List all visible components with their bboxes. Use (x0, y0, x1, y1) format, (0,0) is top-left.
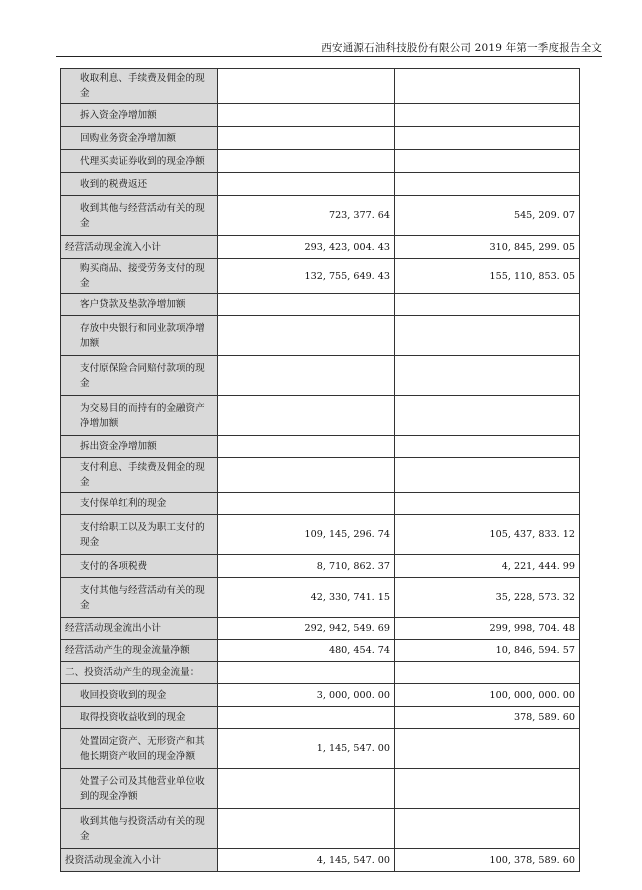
table-row (61, 294, 580, 316)
row-label: 回购业务资金净增加额 (61, 127, 218, 150)
prior-period-value (395, 436, 580, 458)
current-period-value: 109, 145, 296. 74 (218, 515, 395, 555)
current-period-value: 723, 377. 64 (218, 196, 395, 236)
current-period-value (218, 493, 395, 515)
row-label: 支付保单红利的现金 (61, 493, 218, 515)
row-label: 客户贷款及垫款净增加额 (61, 294, 218, 316)
table-row (61, 104, 580, 127)
current-period-value (218, 809, 395, 849)
table-row (61, 150, 580, 173)
prior-period-value (395, 150, 580, 173)
table-row (61, 196, 580, 236)
table-row (61, 259, 580, 294)
current-period-value: 4, 145, 547. 00 (218, 849, 395, 872)
table-row (61, 578, 580, 618)
table-row (61, 769, 580, 809)
row-label: 二、投资活动产生的现金流量： (61, 662, 218, 684)
table-row (61, 356, 580, 396)
row-label: 存放中央银行和同业款项净增加额 (61, 316, 218, 356)
prior-period-value: 310, 845, 299. 05 (395, 236, 580, 259)
prior-period-value (395, 294, 580, 316)
table-row (61, 127, 580, 150)
row-label: 支付给职工以及为职工支付的现金 (61, 515, 218, 555)
row-label: 拆出资金净增加额 (61, 436, 218, 458)
prior-period-value: 299, 998, 704. 48 (395, 618, 580, 640)
row-label: 支付利息、手续费及佣金的现金 (61, 458, 218, 493)
row-label: 支付其他与经营活动有关的现金 (61, 578, 218, 618)
current-period-value (218, 436, 395, 458)
prior-period-value (395, 729, 580, 769)
row-label: 经营活动现金流出小计 (61, 618, 218, 640)
prior-period-value (395, 316, 580, 356)
current-period-value (218, 662, 395, 684)
prior-period-value: 155, 110, 853. 05 (395, 259, 580, 294)
table-row (61, 618, 580, 640)
table-row (61, 236, 580, 259)
current-period-value (218, 127, 395, 150)
prior-period-value (395, 173, 580, 196)
prior-period-value (395, 356, 580, 396)
prior-period-value (395, 104, 580, 127)
current-period-value (218, 69, 395, 104)
row-label: 拆入资金净增加额 (61, 104, 218, 127)
table-row (61, 662, 580, 684)
current-period-value: 132, 755, 649. 43 (218, 259, 395, 294)
current-period-value: 293, 423, 004. 43 (218, 236, 395, 259)
prior-period-value (395, 662, 580, 684)
current-period-value (218, 356, 395, 396)
prior-period-value: 4, 221, 444. 99 (395, 555, 580, 578)
table-row (61, 396, 580, 436)
row-label: 收回投资收到的现金 (61, 684, 218, 707)
table-row (61, 316, 580, 356)
current-period-value: 292, 942, 549. 69 (218, 618, 395, 640)
prior-period-value (395, 493, 580, 515)
table-row (61, 69, 580, 104)
row-label: 收取利息、手续费及佣金的现金 (61, 69, 218, 104)
cash-flow-table-body (61, 69, 580, 872)
row-label: 支付的各项税费 (61, 555, 218, 578)
current-period-value: 8, 710, 862. 37 (218, 555, 395, 578)
prior-period-value: 105, 437, 833. 12 (395, 515, 580, 555)
current-period-value (218, 707, 395, 729)
table-row (61, 707, 580, 729)
cash-flow-table (60, 68, 580, 872)
table-row (61, 555, 580, 578)
current-period-value (218, 173, 395, 196)
document-header-title: 西安通源石油科技股份有限公司 2019 年第一季度报告全文 (321, 42, 602, 54)
current-period-value (218, 150, 395, 173)
table-row (61, 849, 580, 872)
current-period-value: 42, 330, 741. 15 (218, 578, 395, 618)
prior-period-value: 100, 000, 000. 00 (395, 684, 580, 707)
prior-period-value (395, 458, 580, 493)
current-period-value: 1, 145, 547. 00 (218, 729, 395, 769)
row-label: 收到其他与投资活动有关的现金 (61, 809, 218, 849)
current-period-value (218, 294, 395, 316)
table-row (61, 729, 580, 769)
prior-period-value (395, 69, 580, 104)
current-period-value (218, 104, 395, 127)
current-period-value (218, 458, 395, 493)
row-label: 收到其他与经营活动有关的现金 (61, 196, 218, 236)
table-row (61, 809, 580, 849)
row-label: 为交易目的而持有的金融资产净增加额 (61, 396, 218, 436)
current-period-value (218, 316, 395, 356)
table-row (61, 458, 580, 493)
current-period-value: 480, 454. 74 (218, 640, 395, 662)
row-label: 经营活动现金流入小计 (61, 236, 218, 259)
prior-period-value: 378, 589. 60 (395, 707, 580, 729)
prior-period-value: 35, 228, 573. 32 (395, 578, 580, 618)
table-row (61, 684, 580, 707)
current-period-value: 3, 000, 000. 00 (218, 684, 395, 707)
row-label: 购买商品、接受劳务支付的现金 (61, 259, 218, 294)
current-period-value (218, 769, 395, 809)
prior-period-value (395, 127, 580, 150)
table-row (61, 493, 580, 515)
current-period-value (218, 396, 395, 436)
table-row (61, 515, 580, 555)
row-label: 处置子公司及其他营业单位收到的现金净额 (61, 769, 218, 809)
row-label: 处置固定资产、无形资产和其他长期资产收回的现金净额 (61, 729, 218, 769)
prior-period-value (395, 769, 580, 809)
row-label: 代理买卖证券收到的现金净额 (61, 150, 218, 173)
row-label: 支付原保险合同赔付款项的现金 (61, 356, 218, 396)
header-divider (56, 56, 602, 57)
table-row (61, 173, 580, 196)
prior-period-value: 100, 378, 589. 60 (395, 849, 580, 872)
row-label: 经营活动产生的现金流量净额 (61, 640, 218, 662)
table-row (61, 436, 580, 458)
prior-period-value (395, 809, 580, 849)
row-label: 取得投资收益收到的现金 (61, 707, 218, 729)
prior-period-value (395, 396, 580, 436)
prior-period-value: 10, 846, 594. 57 (395, 640, 580, 662)
row-label: 投资活动现金流入小计 (61, 849, 218, 872)
prior-period-value: 545, 209. 07 (395, 196, 580, 236)
row-label: 收到的税费返还 (61, 173, 218, 196)
table-row (61, 640, 580, 662)
